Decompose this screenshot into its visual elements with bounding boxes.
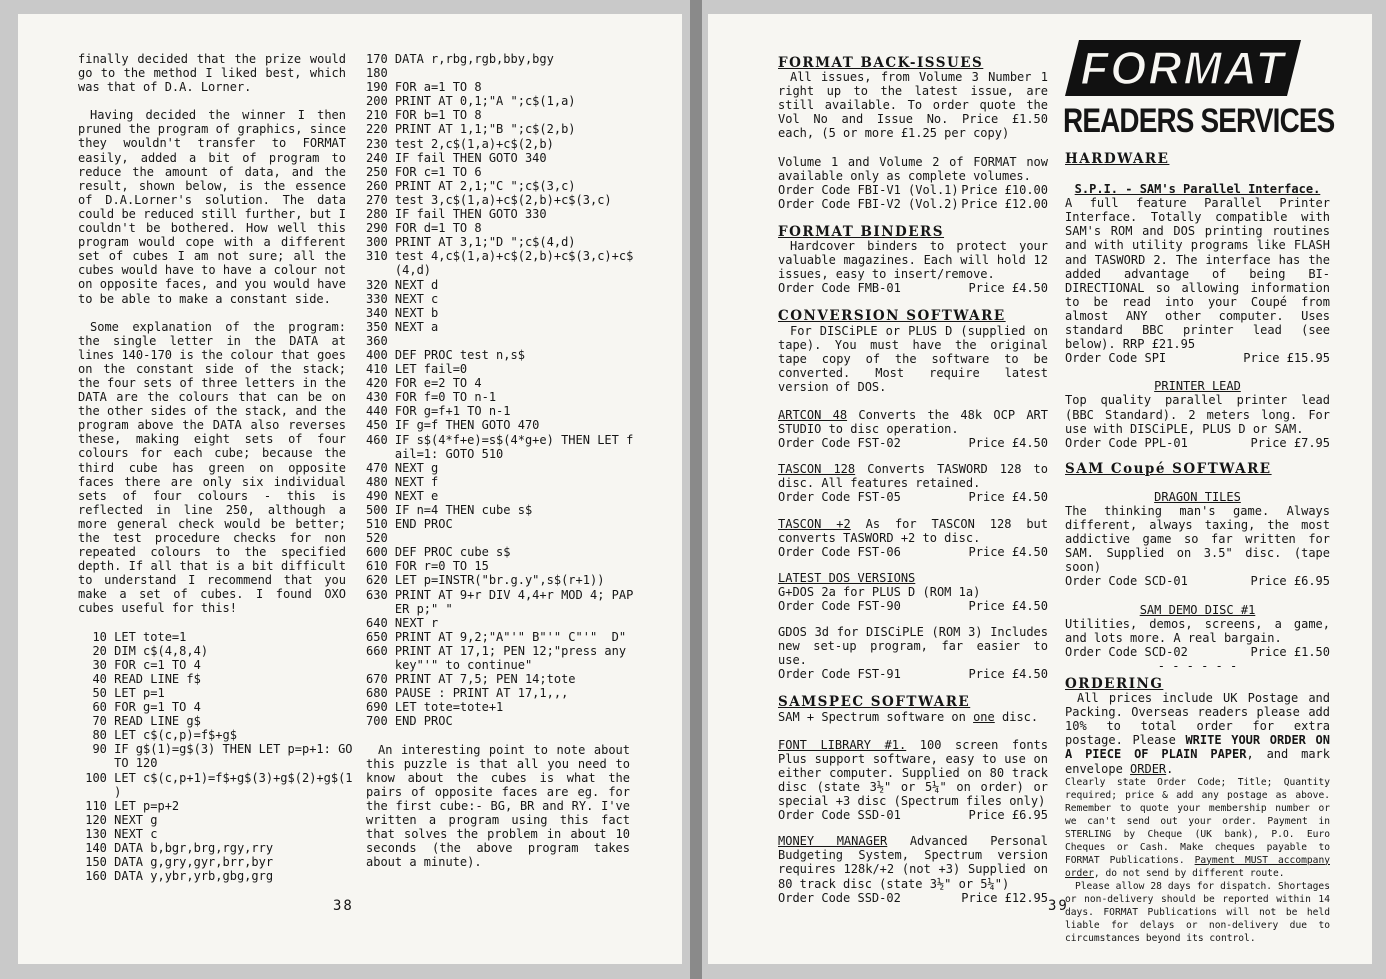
product-description: MONEY MANAGER Advanced Personal Budgeting System, Spectrum version requires 128k/+2 (not +3) Supplied on 80 track disc (state 3½" or 5¼") <box>778 834 1048 891</box>
page-number: 38 <box>333 898 354 914</box>
code-line: 620 LET p=INSTR("br.g.y",s$(r+1)) <box>366 573 605 588</box>
order-line: Order Code FST-02 Price £4.50 <box>778 436 1048 451</box>
product-name: FONT LIBRARY #1. <box>778 737 907 752</box>
svg-text:FORMAT: FORMAT <box>1080 42 1286 94</box>
code-line: 70 READ LINE g$ <box>78 714 201 729</box>
code-line: 450 IF g=f THEN GOTO 470 <box>366 418 540 433</box>
code-line: 10 LET tote=1 <box>78 629 187 644</box>
code-line: 420 FOR e=2 TO 4 <box>366 376 482 391</box>
section-text: The thinking man's game. Always different, always taxing, the most addictive game so far written for SAM. Supplied on 3.5" disc. (tape soon) <box>1065 503 1330 575</box>
paragraph: Having decided the winner I then pruned the program of graphics, since they wouldn't transfer to FORMAT easily, added a bit of program to reduce the amount of data, and the result, shown below, is the essence of D.A.Lorner's solution. The data could be reduced still further, but I couldn't be bothered. How well this program would cope with a different set of cubes I am not sure; all the cubes would have to have a colour not on opposite faces, and you would have to be able to make a constant side. <box>78 108 346 306</box>
binders-section <box>778 225 1048 295</box>
right-page <box>708 14 1372 964</box>
product-name: ARTCON 48 <box>778 407 848 422</box>
section-title: FORMAT BACK-ISSUES <box>778 55 984 71</box>
section-title: SAM Coupé SOFTWARE <box>1065 460 1272 477</box>
format-logo <box>1065 38 1301 98</box>
order-line: Order Code SSD-01 Price £6.95 <box>778 808 1048 823</box>
code-line: 350 NEXT a <box>366 319 439 334</box>
order-line: Order Code FST-91 Price £4.50 <box>778 667 1048 682</box>
left-column-2 <box>366 52 634 870</box>
code-line: 650 PRINT AT 9,2;"A"'" B"'" C"'" D" <box>366 629 627 644</box>
section-text: A full feature Parallel Printer Interface. Totally compatible with SAM's ROM and DOS printing routines and with utility programs like FLASH and TASWORD 2. The interface has the added advantage of being BI-DIRECTIONAL so allowing information to be read into your Coupé from almost ANY other computer. Uses standard BBC printer lead (see below). RRP £21.95 <box>1065 196 1330 352</box>
section-text: Hardcover binders to protect your valuable magazines. Each will hold 12 issues, easy to insert/remove. <box>778 239 1048 282</box>
code-line: 300 PRINT AT 3,1;"D ";c$(4,d) <box>366 235 576 250</box>
section-text: Top quality parallel printer lead (BBC Standard). 2 meters long. For use with DISCiPLE, PLUS D or SAM. <box>1065 393 1330 436</box>
code-line: 630 PRINT AT 9+r DIV 4,4+r MOD 4; PAP <box>366 587 634 602</box>
code-line: ail=1: GOTO 510 <box>366 446 504 461</box>
samspec-section <box>778 695 1048 904</box>
section-text: All issues, from Volume 3 Number 1 right up to the latest issue, are still available. To order quote the Vol No and Issue No. Price £1.50 each, (5 or more £1.25 per copy) <box>778 70 1048 141</box>
code-line: 80 LET c$(c,p)=f$+g$ <box>78 728 237 743</box>
code-line: 510 END PROC <box>366 517 453 532</box>
code-line: 90 IF g$(1)=g$(3) THEN LET p=p+1: GO <box>78 742 353 757</box>
right-column-2 <box>1065 152 1330 945</box>
order-line: Order Code SCD-02 Price £1.50 <box>1065 644 1330 659</box>
product-item <box>778 517 1048 559</box>
product-item <box>778 625 1048 681</box>
order-line: Order Code FST-05 Price £4.50 <box>778 490 1048 505</box>
left-column-1 <box>78 52 353 884</box>
product-name: TASCON 128 <box>778 462 856 477</box>
code-line: key"'" to continue" <box>366 658 533 673</box>
code-line: 640 NEXT r <box>366 615 439 630</box>
code-line: 170 DATA r,rbg,rgb,bby,bgy <box>366 52 554 66</box>
code-line: 340 NEXT b <box>366 305 439 320</box>
conversion-section <box>778 309 1048 681</box>
product-description: GDOS 3d for DISCiPLE (ROM 3) Includes new set-up program, far easier to use. <box>778 625 1048 668</box>
code-line: 140 DATA b,bgr,brg,rgy,rry <box>78 840 274 855</box>
code-line: 110 LET p=p+2 <box>78 798 180 813</box>
product-description: TASCON 128 Converts TASWORD 128 to disc. All features retained. <box>778 462 1049 491</box>
code-line: 270 test 3,c$(1,a)+c$(2,b)+c$(3,c) <box>366 192 612 207</box>
code-line: 20 DIM c$(4,8,4) <box>78 643 209 658</box>
code-line: 360 <box>366 333 388 348</box>
paragraph: finally decided that the prize would go to the method I liked best, which was that of D.A. Lorner. <box>78 52 346 95</box>
code-line: 190 FOR a=1 TO 8 <box>366 80 482 95</box>
code-line: 250 FOR c=1 TO 6 <box>366 164 482 179</box>
code-line: 600 DEF PROC cube s$ <box>366 545 511 560</box>
ordering-small-print: Clearly state Order Code; Title; Quantity required; price & add any postage as above. Remember to quote your membership number or we can't send out your order. Payment in STERLING by Cheque (UK bank), P.O. Euro Cheques or Cash. Make cheques payable to FORMAT Publications. Payment MUST accompany order, do not send by different route. <box>1065 776 1330 879</box>
section-title: ORDERING <box>1065 676 1164 692</box>
readers-services-heading: READERS SERVICES <box>1063 102 1335 140</box>
subheading: SAM DEMO DISC #1 <box>1139 602 1256 617</box>
code-line: 160 DATA y,ybr,yrb,gbg,grg <box>78 869 274 884</box>
ordering-small-print: Please allow 28 days for dispatch. Shortages or non-delivery should be reported within 14 days. FORMAT Publications will not be held liable for delays or non-delivery due to circumstances beyond its control. <box>1065 880 1330 944</box>
section-text: SAM + Spectrum software on one disc. <box>778 709 1039 724</box>
section-title: FORMAT BINDERS <box>778 223 945 240</box>
code-line: 150 DATA g,gry,gyr,brr,byr <box>78 855 274 870</box>
code-line: 440 FOR g=f+1 TO n-1 <box>366 404 511 419</box>
ordering-text: All prices include UK Postage and Packing. Overseas readers please add 10% to total order for extra postage. Please WRITE YOUR ORDER ON A PIECE OF PLAIN PAPER, and mark envelope ORDER. <box>1065 691 1330 776</box>
code-line: 660 PRINT AT 17,1; PEN 12;"press any <box>366 643 627 658</box>
back-issues-section <box>778 56 1048 211</box>
code-line: 60 FOR g=1 TO 4 <box>78 700 201 715</box>
product-item <box>778 834 1048 904</box>
code-line: 220 PRINT AT 1,1;"B ";c$(2,b) <box>366 122 576 137</box>
code-line: 260 PRINT AT 2,1;"C ";c$(3,c) <box>366 178 576 193</box>
code-line: 120 NEXT g <box>78 812 158 827</box>
basic-listing-part-1 <box>78 629 353 884</box>
product-description: FONT LIBRARY #1. 100 screen fonts Plus support software, easy to use on either computer. Supplied on 80 track disc (state 3½" or 5¼" on order) or special +3 disc (Spectrum files only) <box>778 737 1048 809</box>
order-line: Order Code FST-06 Price £4.50 <box>778 544 1048 559</box>
order-line: Order Code PPL-01 Price £7.95 <box>1065 435 1330 450</box>
code-line: 130 NEXT c <box>78 826 158 841</box>
product-name: TASCON +2 <box>778 516 851 531</box>
code-line: TO 120 <box>78 756 158 771</box>
section-title: SAMSPEC SOFTWARE <box>778 694 971 711</box>
code-line: ER p;" " <box>366 601 453 616</box>
code-line: (4,d) <box>366 263 432 278</box>
code-line: 310 test 4,c$(1,a)+c$(2,b)+c$(3,c)+c$ <box>366 249 634 264</box>
order-line: Order Code FMB-01 Price £4.50 <box>778 281 1048 296</box>
product-item <box>778 408 1048 450</box>
code-line: 410 LET fail=0 <box>366 362 468 377</box>
code-line: 280 IF fail THEN GOTO 330 <box>366 207 547 222</box>
code-line: 200 PRINT AT 0,1;"A ";c$(1,a) <box>366 94 576 109</box>
code-line: 100 LET c$(c,p+1)=f$+g$(3)+g$(2)+g$(1 <box>78 770 353 785</box>
product-item <box>778 462 1048 504</box>
code-line: 290 FOR d=1 TO 8 <box>366 221 482 236</box>
book-spine <box>690 0 702 979</box>
product-description: LATEST DOS VERSIONS G+DOS 2a for PLUS D (ROM 1a) <box>778 570 981 599</box>
subheading: DRAGON TILES <box>1154 489 1241 504</box>
product-item <box>778 738 1048 823</box>
order-line: Order Code FBI-V1 (Vol.1) Price £10.00 <box>778 182 1048 197</box>
order-line: Order Code FST-90 Price £4.50 <box>778 599 1048 613</box>
right-column-1 <box>778 56 1048 917</box>
order-line: Order Code SCD-01 Price £6.95 <box>1065 574 1330 589</box>
page-number: 39 <box>1048 898 1069 914</box>
code-line: 240 IF fail THEN GOTO 340 <box>366 150 547 165</box>
code-line: 460 IF s$(4*f+e)=s$(4*g+e) THEN LET f <box>366 432 634 447</box>
product-item <box>778 571 1048 613</box>
basic-listing-part-2 <box>366 52 634 729</box>
order-line: Order Code SPI Price £15.95 <box>1065 351 1330 366</box>
code-line: 480 NEXT f <box>366 474 439 489</box>
order-line: Order Code SSD-02 Price £12.95 <box>778 890 1048 905</box>
product-description: TASCON +2 As for TASCON 128 but converts TASWORD +2 to disc. <box>778 516 1048 545</box>
section-title: HARDWARE <box>1065 151 1170 167</box>
code-line: 700 END PROC <box>366 714 453 729</box>
code-line: 430 FOR f=0 TO n-1 <box>366 390 497 405</box>
section-title: CONVERSION SOFTWARE <box>778 308 1006 325</box>
code-line: 230 test 2,c$(1,a)+c$(2,b) <box>366 136 554 151</box>
subheading: S.P.I. - SAM's Parallel Interface. <box>1074 182 1321 197</box>
subheading: PRINTER LEAD <box>1154 379 1241 394</box>
code-line: 470 NEXT g <box>366 460 439 475</box>
code-line: 680 PAUSE : PRINT AT 17,1,,, <box>366 686 569 701</box>
code-line: 210 FOR b=1 TO 8 <box>366 108 482 123</box>
code-line: 320 NEXT d <box>366 277 439 292</box>
section-text: Utilities, demos, screens, a game, and lots more. A real bargain. <box>1065 616 1330 645</box>
divider: - - - - - - <box>1157 658 1238 673</box>
code-line: 180 <box>366 66 388 81</box>
section-text: For DISCiPLE or PLUS D (supplied on tape). You must have the original tape copy of the software to be converted. Most require latest version of DOS. <box>778 323 1048 394</box>
product-name: MONEY MANAGER <box>778 834 888 849</box>
code-line: 330 NEXT c <box>366 291 439 306</box>
code-line: 400 DEF PROC test n,s$ <box>366 347 525 362</box>
closing-paragraph: An interesting point to note about this puzzle is that all you need to know about the cubes is what the pairs of opposite faces are eg. for the first cube:- BG, BR and RY. I've written a program using this fact that solves the problem in about 10 seconds (the above program takes about a minute). <box>366 742 630 870</box>
code-line: 610 FOR r=0 TO 15 <box>366 559 489 574</box>
code-line: 30 FOR c=1 TO 4 <box>78 657 201 672</box>
code-line: 500 IF n=4 THEN cube s$ <box>366 503 533 517</box>
product-description: ARTCON 48 Converts the 48k OCP ART STUDIO to disc operation. <box>778 407 1048 437</box>
left-page <box>18 14 682 964</box>
paragraph: Some explanation of the program: the single letter in the DATA at lines 140-170 is the colour that goes on the constant side of the stack; the four sets of three letters in the DATA are the colours that can be on the other sides of the stack, and the program above the DATA also reverses these, making eight sets of four colours for each cube; because the third cube has green on opposite faces there are only six individual sets of four colours - this is reflected in line 250, although a more general check would be better; the test procedure checks for non repeated colours to the specified depth. If all that is a bit difficult to understand I recommend that you make a set of cubes. I found OXO cubes useful for this! <box>78 319 346 616</box>
order-line: Order Code FBI-V2 (Vol.2) Price £12.00 <box>778 196 1048 211</box>
code-line: ) <box>78 784 122 799</box>
code-line: 690 LET tote=tote+1 <box>366 700 504 715</box>
code-line: 40 READ LINE f$ <box>78 671 201 686</box>
code-line: 490 NEXT e <box>366 488 439 503</box>
code-line: 50 LET p=1 <box>78 685 165 700</box>
code-line: 520 <box>366 531 388 546</box>
product-name: LATEST DOS VERSIONS <box>778 570 916 585</box>
section-text: Volume 1 and Volume 2 of FORMAT now available only as complete volumes. <box>778 154 1048 183</box>
code-line: 670 PRINT AT 7,5; PEN 14;tote <box>366 672 576 687</box>
